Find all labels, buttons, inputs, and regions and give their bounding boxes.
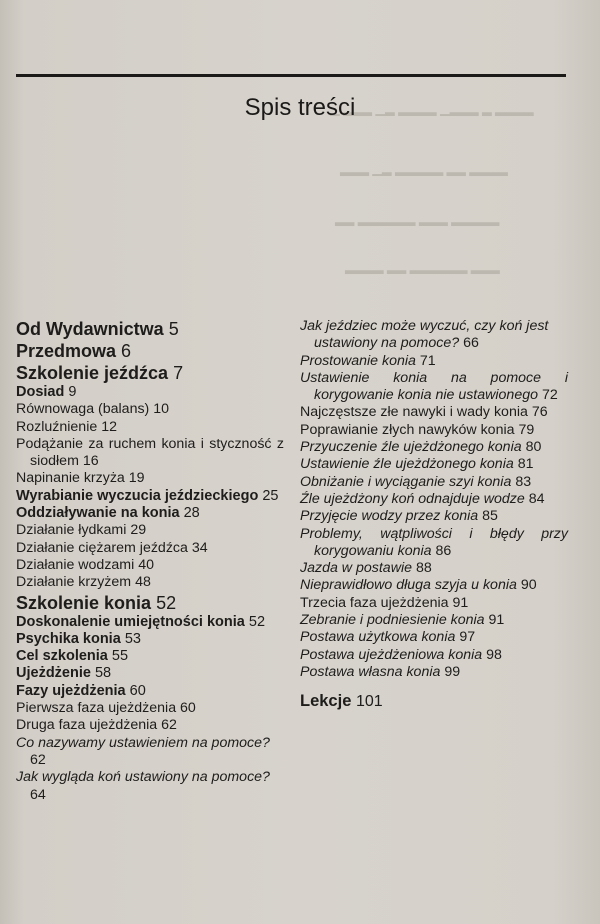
toc-entry: Postawa użytkowa konia 97: [300, 629, 476, 646]
toc-entry: Działanie krzyżem 48: [16, 574, 151, 591]
toc-entry: Ujeżdżenie 58: [16, 665, 112, 682]
toc-entry: Źle ujeżdżony koń odnajduje wodze 84: [300, 490, 545, 507]
toc-entry: Od Wydawnictwa 5: [16, 319, 179, 339]
toc-entry: Zebranie i podniesienie konia 91: [300, 612, 505, 629]
toc-entry: Podążanie za ruchem konia i styczność z siodłem 16: [16, 435, 284, 470]
toc-entry: Pierwsza faza ujeżdżenia 60: [16, 700, 196, 717]
toc-entry: Przedmowa 6: [16, 341, 132, 361]
toc-entry: Postawa własna konia 99: [300, 663, 461, 680]
toc-entry: Dosiad 9: [16, 384, 77, 400]
toc-entry: Przyjęcie wodzy przez konia 85: [300, 508, 498, 525]
toc-entry: Poprawianie złych nawyków konia 79: [300, 421, 535, 438]
toc-column-right: [300, 318, 568, 711]
toc-entry: Działanie wodzami 40: [16, 556, 155, 573]
toc-entry: Postawa ujeżdżeniowa konia 98: [300, 646, 502, 663]
toc-entry-lessons: Lekcje 101: [300, 692, 383, 711]
toc-entry: Działanie ciężarem jeźdźca 34: [16, 539, 208, 556]
toc-entry: Najczęstsze złe nawyki i wady konia 76: [300, 404, 548, 421]
toc-entry: Ustawienie konia na pomoce i korygowanie konia nie ustawionego 72: [300, 369, 568, 404]
toc-entry: Ustawienie źle ujeżdżonego konia 81: [300, 456, 534, 473]
toc-entry: Prostowanie konia 71: [300, 352, 436, 369]
toc-entry: Wyrabianie wyczucia jeździeckiego 25: [16, 487, 279, 504]
bleed-through-text: ▂▂ ▂▂▂▂▂▂ ▂▂▂ ▂▂▂▂▂: [335, 212, 500, 226]
toc-entry: Druga faza ujeżdżenia 62: [16, 717, 177, 734]
toc-entry: Nieprawidłowo długa szyja u konia 90: [300, 577, 537, 594]
toc-entry: Problemy, wątpliwości i błędy przy korygowaniu konia 86: [300, 525, 568, 559]
toc-entry: Przyuczenie źle ujeżdżonego konia 80: [300, 439, 542, 456]
toc-entry: Rozluźnienie 12: [16, 418, 117, 435]
toc-entry: Trzecia faza ujeżdżenia 91: [300, 594, 469, 611]
toc-entry: Napinanie krzyża 19: [16, 470, 145, 487]
header-rule: [16, 74, 566, 77]
toc-entry: Obniżanie i wyciąganie szyi konia 83: [300, 473, 532, 490]
toc-entry: Cel szkolenia 55: [16, 648, 129, 665]
toc-entry: Szkolenie jeźdźca 7: [16, 363, 184, 383]
toc-entry: Jazda w postawie 88: [300, 560, 432, 577]
toc-column-left: [16, 318, 284, 804]
toc-entry: Oddziaływanie na konia 28: [16, 505, 200, 522]
toc-entry: Działanie łydkami 29: [16, 522, 147, 539]
bleed-through-text: ▂▂▂▂ ▂▂ ▂▂▂▂▂▂ ▂▂▂: [345, 260, 500, 274]
toc-entry: Psychika konia 53: [16, 630, 141, 647]
toc-entry: Doskonalenie umiejętności konia 52: [16, 613, 266, 630]
toc-entry: Jak jeździec może wyczuć, czy koń jest ustawiony na pomoce? 66: [300, 318, 549, 352]
toc-entry: Jak wygląda koń ustawiony na pomoce? 64: [16, 769, 270, 803]
toc-entry: Co nazywamy ustawieniem na pomoce? 62: [16, 734, 270, 768]
toc-entry: Fazy ujeżdżenia 60: [16, 682, 146, 699]
bleed-through-text: ▁ ▂▂▂ ▁▂ ▂▂▂▂ ▁▂▂▂ ▂ ▂▂▂▂: [330, 102, 534, 116]
toc-entry: Szkolenie konia 52: [16, 592, 177, 613]
toc-entry: Równowaga (balans) 10: [16, 401, 170, 418]
page-title: Spis treści: [244, 94, 356, 121]
bleed-through-text: ▂▂▂ ▁▂ ▂▂▂▂▂ ▂▂ ▂▂▂▂: [340, 162, 508, 176]
